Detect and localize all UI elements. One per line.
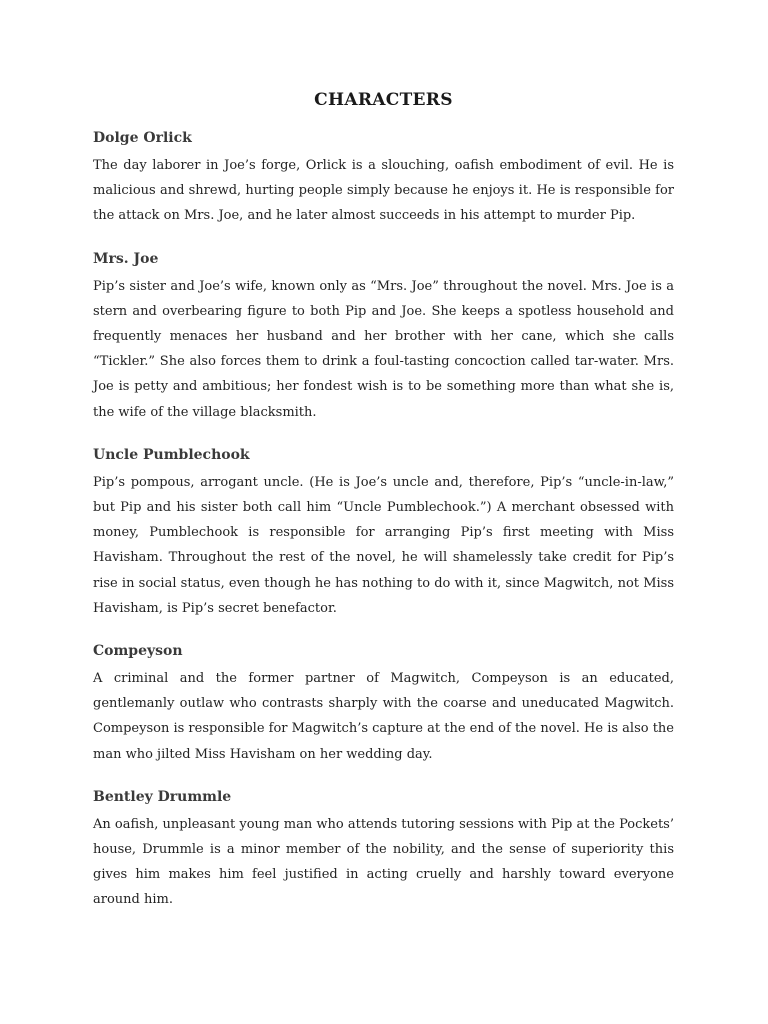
character-name: Mrs. Joe: [93, 250, 159, 267]
character-name: Uncle Pumblechook: [93, 446, 250, 463]
character-name: Bentley Drummle: [93, 788, 232, 805]
character-description: An oafish, unpleasant young man who attends tutoring sessions with Pip at the Pockets’ house, Drummle is a minor member of the nobility, and the sense of superiority this gives him makes him feel justified in acting cruelly and harshly toward everyone around him.: [93, 816, 674, 908]
character-section-pumblechook: [93, 445, 674, 621]
character-section-compeyson: [93, 641, 674, 767]
character-section-orlick: [93, 128, 674, 229]
character-name: Compeyson: [93, 643, 183, 660]
character-section-mrs-joe: [93, 249, 674, 425]
character-section-drummle: [93, 787, 674, 913]
character-description: The day laborer in Joe’s forge, Orlick is a slouching, oafish embodiment of evil. He is malicious and shrewd, hurting people simply because he enjoys it. He is responsible for the attack on Mrs. Joe, and he later almost succeeds in his attempt to murder Pip.: [93, 158, 674, 224]
character-description: Pip’s pompous, arrogant uncle. (He is Joe’s uncle and, therefore, Pip’s “uncle-in-law,” but Pip and his sister both call him “Uncle Pumblechook.”) A merchant obsessed with money, Pumblechook is responsible for arranging Pip’s first meeting with Miss Havisham. Throughout the rest of the novel, he will shamelessly take credit for Pip’s rise in social status, even though he has nothing to do with it, since Magwitch, not Miss Havisham, is Pip’s secret benefactor.: [93, 474, 674, 616]
character-description: A criminal and the former partner of Magwitch, Compeyson is an educated, gentlemanly outlaw who contrasts sharply with the coarse and uneducated Magwitch. Compeyson is responsible for Magwitch’s capture at the end of the novel. He is also the man who jilted Miss Havisham on her wedding day.: [93, 671, 674, 762]
document-page: [93, 88, 674, 933]
character-name: Dolge Orlick: [93, 130, 192, 146]
page-title: CHARACTERS: [314, 90, 453, 110]
character-description: Pip’s sister and Joe’s wife, known only as “Mrs. Joe” throughout the novel. Mrs. Joe is a stern and overbearing figure to both Pip and Joe. She keeps a spotless household and frequently menaces her husband and her brother with her cane, which she calls “Tickler.” She also forces them to drink a foul-tasting concoction called tar-water. Mrs. Joe is petty and ambitious; her fondest wish is to be something more than what she is, the wife of the village blacksmith.: [93, 278, 674, 420]
